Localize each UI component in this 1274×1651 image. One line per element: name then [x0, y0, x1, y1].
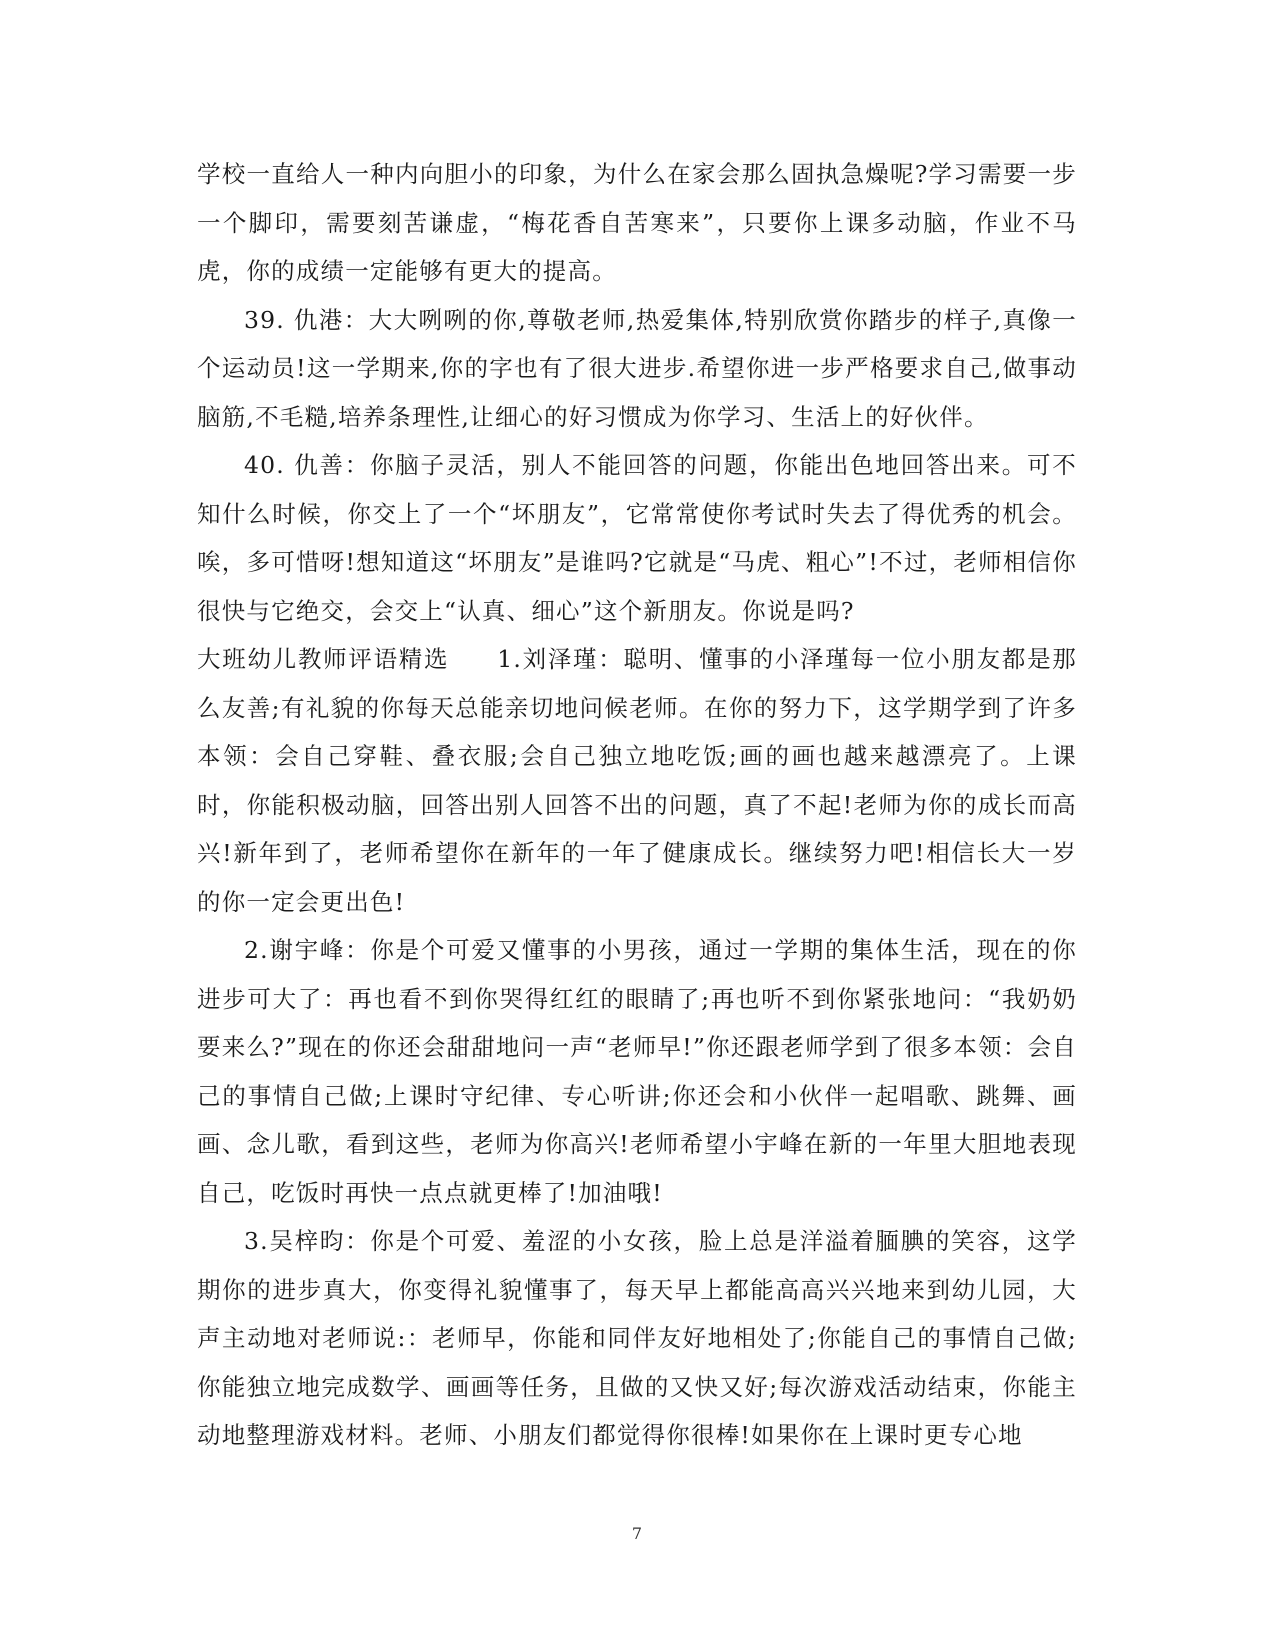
paragraph-entry-40: 40. 仇善：你脑子灵活，别人不能回答的问题，你能出色地回答出来。可不知什么时候，你交上了一个“坏朋友”，它常常使你考试时失去了得优秀的机会。唉，多可惜呀!想知道这“坏朋友”是谁吗?它就是“马虎、粗心”!不过，老师相信你很快与它绝交，会交上“认真、细心”这个新朋友。你说是吗? [197, 451, 1077, 625]
page-number: 7 [631, 1524, 643, 1543]
paragraph-entry-2: 2.谢宇峰：你是个可爱又懂事的小男孩，通过一学期的集体生活，现在的你进步可大了：再也看不到你哭得红红的眼睛了;再也听不到你紧张地问：“我奶奶要来么?”现在的你还会甜甜地问一声“老师早!”你还跟老师学到了很多本领：会自己的事情自己做;上课时守纪律、专心听讲;你还会和小伙伴一起唱歌、跳舞、画画、念儿歌，看到这些，老师为你高兴!老师希望小宇峰在新的一年里大胆地表现自己，吃饭时再快一点点就更棒了!加油哦! [197, 936, 1077, 1207]
section-kindergarten-comments [197, 635, 1077, 926]
paragraph-entry-1: 1.刘泽瑾：聪明、懂事的小泽瑾每一位小朋友都是那么友善;有礼貌的你每天总能亲切地问候老师。在你的努力下，这学期学到了许多本领：会自己穿鞋、叠衣服;会自己独立地吃饭;画的画也越来越漂亮了。上课时，你能积极动脑，回答出别人回答不出的问题，真了不起!老师为你的成长而高兴!新年到了，老师希望你在新年的一年了健康成长。继续努力吧!相信长大一岁的你一定会更出色! [197, 645, 1077, 916]
document-body [197, 150, 1077, 1460]
section-title: 大班幼儿教师评语精选 [197, 645, 450, 673]
paragraph-entry-3: 3.吴梓昀：你是个可爱、羞涩的小女孩，脸上总是洋溢着腼腆的笑容，这学期你的进步真大，你变得礼貌懂事了，每天早上都能高高兴兴地来到幼儿园，大声主动地对老师说:：老师早，你能和同伴友好地相处了;你能自己的事情自己做;你能独立地完成数学、画画等任务，且做的又快又好;每次游戏活动结束，你能主动地整理游戏材料。老师、小朋友们都觉得你很棒!如果你在上课时更专心地 [197, 1227, 1077, 1449]
paragraph-continuation: 学校一直给人一种内向胆小的印象，为什么在家会那么固执急燥呢?学习需要一步一个脚印，需要刻苦谦虚，“梅花香自苦寒来”，只要你上课多动脑，作业不马虎，你的成绩一定能够有更大的提高。 [197, 160, 1077, 285]
paragraph-entry-39: 39. 仇港：大大咧咧的你,尊敬老师,热爱集体,特别欣赏你踏步的样子,真像一个运动员!这一学期来,你的字也有了很大进步.希望你进一步严格要求自己,做事动脑筋,不毛糙,培养条理性,让细心的好习惯成为你学习、生活上的好伙伴。 [197, 305, 1077, 431]
